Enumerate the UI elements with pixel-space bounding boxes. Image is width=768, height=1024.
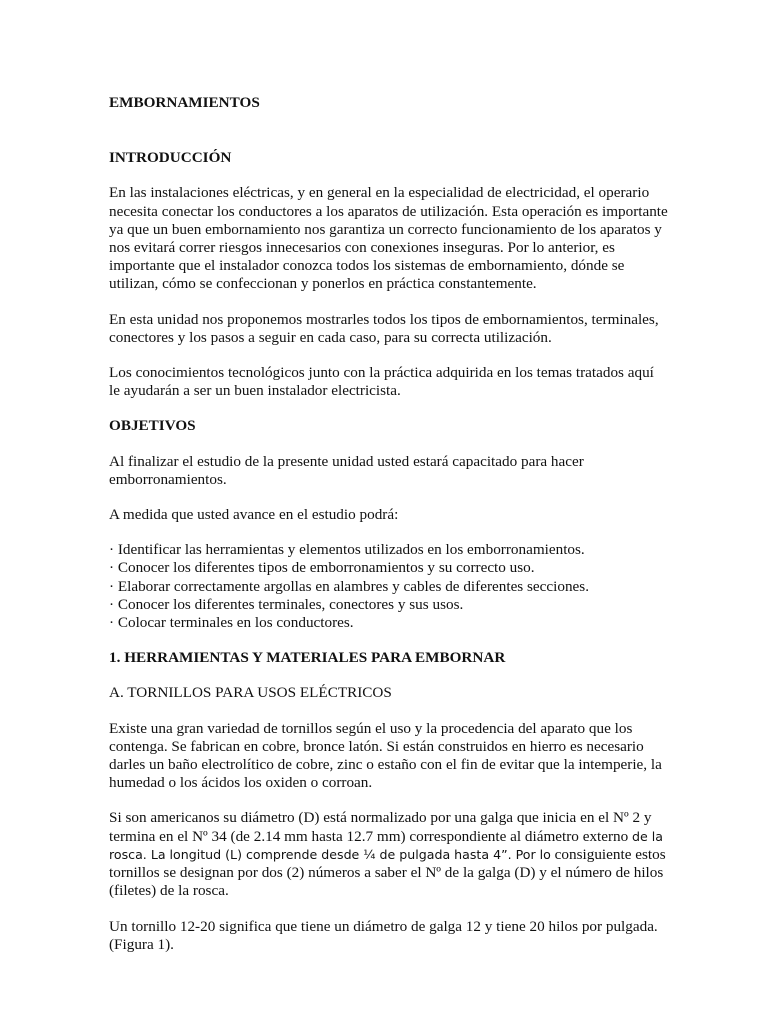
objective-item: · Conocer los diferentes terminales, conectores y sus usos. [109,595,464,613]
intro-paragraph-2: En esta unidad nos proponemos mostrarles todos los tipos de embornamientos, terminales, conectores y los pasos a seguir en cada caso, para su correcta utilización. [109,310,659,346]
intro-paragraph-3: Los conocimientos tecnológicos junto con la práctica adquirida en los temas tratados aquí le ayudarán a ser un buen instalador electricista. [109,364,654,400]
objectives-heading: OBJETIVOS [109,417,196,435]
screws-paragraph-2-part-c: consiguiente estos tornillos se designan por dos (2) números a saber el Nº de la galga (D) y el número de hilos (filetes) de la rosca. [109,845,666,900]
screws-paragraph-1: Existe una gran variedad de tornillos según el uso y la procedencia del aparato que los contenga. Se fabrican en cobre, bronce latón. Si están construidos en hierro es necesario darles un baño electrolítico de cobre, zinc o estaño con el fin de evitar que la intemperie, la humedad o los ácidos los oxiden o corroan. [109,719,662,792]
document-title: EMBORNAMIENTOS [109,94,260,111]
screws-paragraph-2-part-a: Si son americanos su diámetro (D) está normalizado por una galga que inicia en el Nº 2 y termina en el Nº 34 (de 2.14 mm hasta 12.7 mm) correspondiente al diámetro externo [109,809,652,845]
section-1-heading: 1. HERRAMIENTAS Y MATERIALES PARA EMBORNAR [109,649,506,667]
objectives-list [109,541,668,632]
objective-item: · Identificar las herramientas y elementos utilizados en los emborronamientos. [109,541,585,559]
screws-paragraph-3: Un tornillo 12-20 significa que tiene un diámetro de galga 12 y tiene 20 hilos por pulgada. (Figura 1). [109,917,658,953]
section-1a-heading: A. TORNILLOS PARA USOS ELÉCTRICOS [109,684,392,702]
objective-item: · Colocar terminales en los conductores. [109,614,354,632]
intro-paragraph-1: En las instalaciones eléctricas, y en general en la especialidad de electricidad, el operario necesita conectar los conductores a los aparatos de utilización. Esta operación es importante ya que un buen embornamiento nos garantiza un correcto funcionamiento de los aparatos y nos evitará correr riesgos innecesarios con conexiones inseguras. Por lo anterior, es importante que el instalador conozca todos los sistemas de embornamiento, dónde se utilizan, cómo se confeccionan y ponerlos en práctica constantemente. [109,184,668,293]
objective-item: · Conocer los diferentes tipos de emborronamientos y su correcto uso. [109,559,535,577]
objective-item: · Elaborar correctamente argollas en alambres y cables de diferentes secciones. [109,577,590,595]
intro-heading: INTRODUCCIÓN [109,149,232,167]
screws-paragraph-2 [109,809,668,900]
objectives-paragraph-2: A medida que usted avance en el estudio podrá: [109,506,399,524]
screws-paragraph-2-part-b: de la rosca. La longitud (L) comprende desde ¼ de pulgada hasta 4”. Por lo [109,828,664,862]
objectives-paragraph-1: Al finalizar el estudio de la presente unidad usted estará capacitado para hacer emborronamientos. [109,452,584,488]
